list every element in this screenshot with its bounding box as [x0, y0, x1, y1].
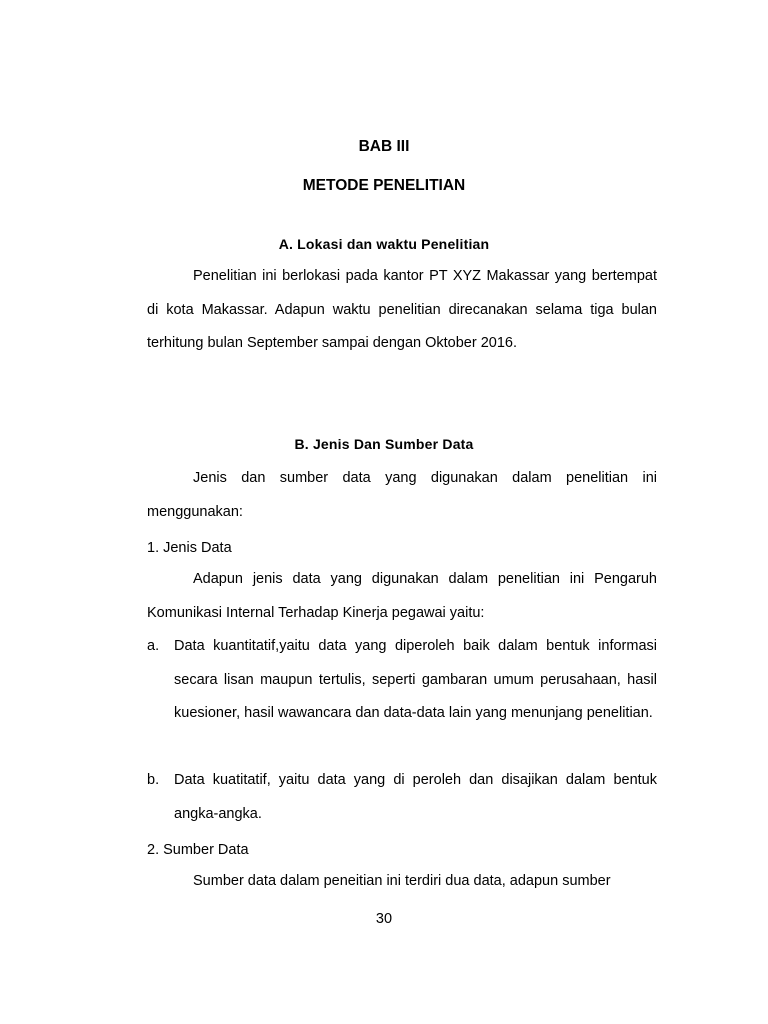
list-item — [147, 630, 657, 731]
section-b-intro: Jenis dan sumber data yang digunakan dalam penelitian ini menggunakan: — [147, 470, 657, 520]
chapter-number: BAB III — [358, 138, 410, 155]
list-item-text: Data kuatitatif, yaitu data yang di peroleh dan disajikan dalam bentuk angka-angka. — [174, 772, 657, 822]
list-item-text: Data kuantitatif,yaitu data yang diperoleh baik dalam bentuk informasi secara lisan maupun tertulis, seperti gambaran umum perusahaan, hasil kuesioner, hasil wawancara dan data-data lain yang menunjang penelitian. — [174, 638, 657, 722]
section-a-paragraph: Penelitian ini berlokasi pada kantor PT XYZ Makassar yang bertempat di kota Makassar. Adapun waktu penelitian direcanakan selama tiga bulan terhitung bulan September sampai dengan Oktober 2016. — [147, 268, 657, 352]
page-number: 30 — [375, 911, 393, 927]
sumber-data-paragraph: Sumber data dalam peneitian ini terdiri dua data, adapun sumber — [193, 873, 611, 889]
list-item — [147, 764, 657, 831]
jenis-data-paragraph: Adapun jenis data yang digunakan dalam penelitian ini Pengaruh Komunikasi Internal Terhadap Kinerja pegawai yaitu: — [147, 571, 657, 621]
section-a-heading: A. Lokasi dan waktu Penelitian — [278, 236, 490, 252]
list-marker: a. — [147, 638, 160, 654]
chapter-title: METODE PENELITIAN — [302, 177, 466, 194]
jenis-data-title: 1. Jenis Data — [147, 540, 232, 556]
sumber-data-title: 2. Sumber Data — [147, 842, 249, 858]
section-b-heading: B. Jenis Dan Sumber Data — [294, 436, 474, 452]
list-marker: b. — [147, 772, 160, 788]
